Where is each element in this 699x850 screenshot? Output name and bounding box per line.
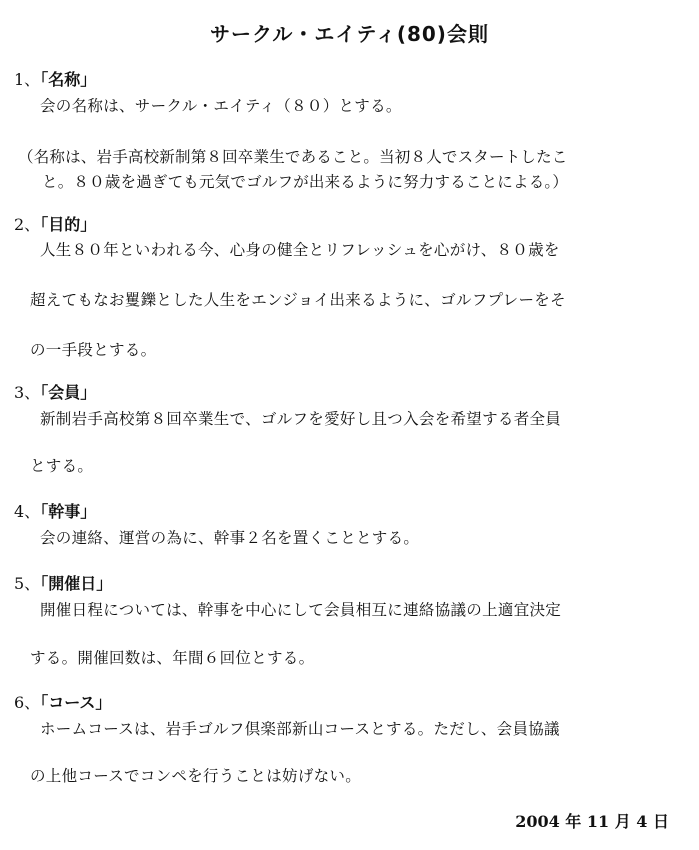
section-text-line: 会の名称は、サークル・エイティ（８０）とする。	[40, 97, 402, 115]
section-number: 4、	[14, 502, 41, 521]
section-text-line: する。開催回数は、年間６回位とする。	[30, 649, 315, 667]
section-text-line: 超えてもなお矍鑠とした人生をエンジョイ出来るように、ゴルフプレーをそ	[30, 291, 566, 309]
section-text-line: の一手段とする。	[30, 341, 157, 359]
section-text-line: 会の連絡、運営の為に、幹事２名を置くこととする。	[40, 529, 420, 547]
section-heading-purpose	[14, 215, 96, 235]
section-label: 「開催日」	[40, 574, 113, 593]
section-label: 「幹事」	[40, 502, 97, 521]
section-text-line: 人生８０年といわれる今、心身の健全とリフレッシュを心がけ、８０歳を	[40, 241, 560, 259]
section-note-line: と。８０歳を過ぎても元気でゴルフが出来るように努力することによる。）	[42, 173, 569, 191]
section-heading-course	[14, 693, 111, 713]
section-text-line: ホームコースは、岩手ゴルフ倶楽部新山コースとする。ただし、会員協議	[40, 720, 560, 738]
section-heading-name	[14, 70, 96, 90]
section-number: 1、	[14, 70, 41, 89]
section-number: 6、	[14, 693, 41, 712]
document-date: 2004 年 11 月 4 日	[515, 812, 669, 831]
section-heading-organizers	[14, 502, 96, 522]
section-label: 「名称」	[40, 70, 97, 89]
section-note-line: （名称は、岩手高校新制第８回卒業生であること。当初８人でスタートしたこ	[18, 148, 568, 166]
section-label: 「コース」	[40, 693, 112, 712]
section-label: 「会員」	[40, 383, 97, 402]
section-number: 3、	[14, 383, 41, 402]
document-title: サークル・エイティ(80)会則	[210, 22, 489, 46]
section-heading-event-dates	[14, 574, 112, 594]
section-text-line: の上他コースでコンペを行うことは妨げない。	[30, 767, 362, 785]
section-label: 「目的」	[40, 215, 97, 234]
section-number: 2、	[14, 215, 41, 234]
section-text-line: 新制岩手高校第８回卒業生で、ゴルフを愛好し且つ入会を希望する者全員	[40, 410, 562, 428]
section-text-line: とする。	[30, 457, 94, 475]
section-heading-members	[14, 383, 96, 403]
section-number: 5、	[14, 574, 41, 593]
section-text-line: 開催日程については、幹事を中心にして会員相互に連絡協議の上適宜決定	[40, 601, 562, 619]
